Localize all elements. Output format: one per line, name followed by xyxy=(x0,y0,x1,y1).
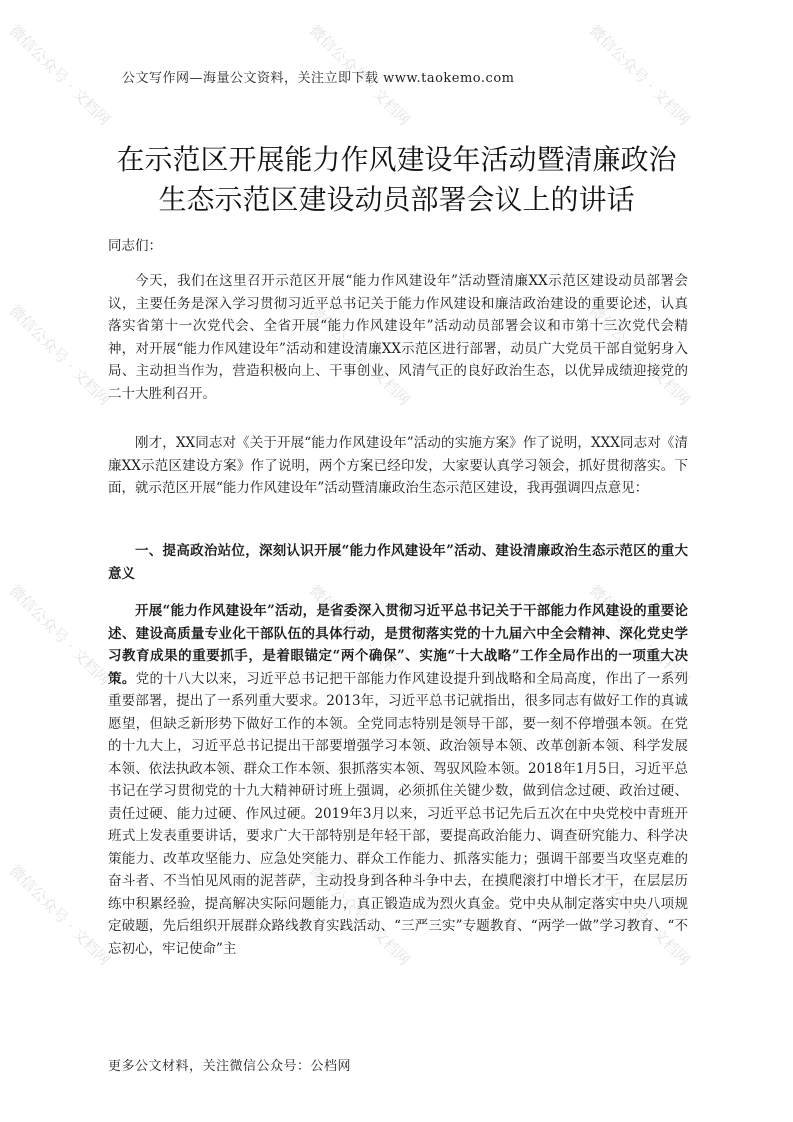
page-footer: 更多公文材料，关注微信公众号：公档网 xyxy=(108,1059,352,1074)
section-heading-1: 一、提高政治站位，深刻认识开展“能力作风建设年”活动、建设清廉政治生态示范区的重大意义 xyxy=(108,543,688,582)
watermark: 微信公众号 · 文档网 xyxy=(585,861,694,970)
watermark: 微信公众号 · 文档网 xyxy=(585,21,694,130)
paragraph-3-bold-lead: 开展“能力作风建设年”活动，是省委深入贯彻习近平总书记关于干部能力作风建设的重要论述、建设高质量专业化干部队伍的具体行动，是贯彻落实党的十九届六中全会精神、深化党史学习教育成果的重要抓手，是着眼锚定“两个确保”、实施“十大战略”工作全局作出的一项重大决策。 xyxy=(108,603,688,687)
watermark: 微信公众号 · 文档网 xyxy=(5,581,114,690)
paragraph-3-body: 党的十八大以来，习近平总书记把干部能力作风建设提升到战略和全局高度，作出了一系列重要部署，提出了一系列重大要求。2013年，习近平总书记就指出，很多同志有做好工作的真诚愿望，但缺乏新形势下做好工作的本领。全党同志特别是领导干部，要一刻不停增强本领。在党的十九大上，习近平总书记提出干部要增强学习本领、政治领导本领、改革创新本领、科学发展本领、依法执政本领、群众工作本领、狠抓落实本领、驾驭风险本领。2018年1月5日，习近平总书记在学习贯彻党的十九大精神研讨班上强调，必须抓住关键少数，做到信念过硬、政治过硬、责任过硬、能力过硬、作风过硬。2019年3月以来，习近平总书记先后五次在中央党校中青班开班式上发表重要讲话，要求广大干部特别是年轻干部，要提高政治能力、调查研究能力、科学决策能力、改革攻坚能力、应急处突能力、群众工作能力、抓落实能力；强调干部要当攻坚克难的奋斗者、不当怕见风雨的泥菩萨，主动投身到各种斗争中去，在摸爬滚打中增长才干，在层层历练中积累经验，提高解决实际问题能力，真正锻造成为烈火真金。党中央从制定落实中央八项规定破题，先后组织开展群众路线教育实践活动、“三严三实”专题教育、“两学一做”学习教育、“不忘初心，牢记使命”主 xyxy=(108,670,689,957)
watermark: 微信公众号 · 文档网 xyxy=(585,301,694,410)
paragraph-3 xyxy=(108,600,688,960)
watermark: 微信公众号 · 文档网 xyxy=(305,861,414,970)
watermark: 微信公众号 · 文档网 xyxy=(305,21,414,130)
paragraph-1: 今天，我们在这里召开示范区开展“能力作风建设年”活动暨清廉XX示范区建设动员部署会议，主要任务是深入学习贯彻习近平总书记关于能力作风建设和廉洁政治建设的重要论述，认真落实省第十一次党代会、全省开展“能力作风建设年”活动动员部署会议和市第十三次党代会精神，对开展“能力作风建设年”活动和建设清廉XX示范区进行部署，动员广大党员干部自觉躬身入局、主动担当作为，营造积极向上、干事创业、风清气正的良好政治生态，以优异成绩迎接党的二十大胜利召开。 xyxy=(108,273,688,402)
paragraph-2: 刚才，XX同志对《关于开展“能力作风建设年”活动的实施方案》作了说明，XXX同志对《清廉XX示范区建设方案》作了说明，两个方案已经印发，大家要认真学习领会，抓好贯彻落实。下面，就示范区开展“能力作风建设年”活动暨清廉政治生态示范区建设，我再强调四点意见： xyxy=(108,435,688,496)
watermark: 微信公众号 · 文档网 xyxy=(5,861,114,970)
watermark: 微信公众号 · 文档网 xyxy=(305,581,414,690)
watermark: 微信公众号 · 文档网 xyxy=(5,21,114,130)
title-line-1: 在示范区开展能力作风建设年活动暨清廉政治 xyxy=(116,143,677,176)
title-line-2: 生态示范区建设动员部署会议上的讲话 xyxy=(158,183,635,216)
watermark: 微信公众号 · 文档网 xyxy=(5,301,114,410)
document-title xyxy=(95,140,698,220)
watermark: 微信公众号 · 文档网 xyxy=(305,301,414,410)
salutation: 同志们： xyxy=(108,238,162,254)
watermark: 微信公众号 · 文档网 xyxy=(585,581,694,690)
page-header: 公文写作网—海量公文资料，关注立即下载 www.taokemo.com xyxy=(122,71,515,86)
